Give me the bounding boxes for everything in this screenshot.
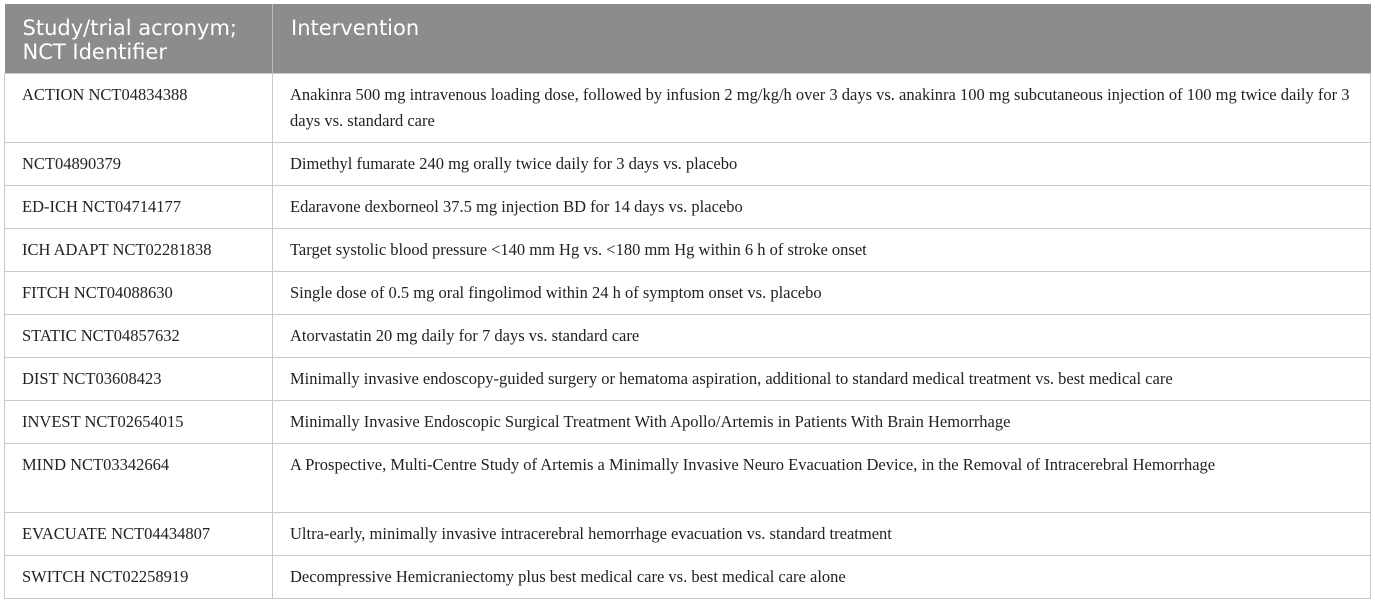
intervention-cell: Edaravone dexborneol 37.5 mg injection BD for 14 days vs. placebo [273, 186, 1371, 229]
study-cell: STATIC NCT04857632 [5, 315, 273, 358]
trials-table-container [4, 4, 1370, 599]
study-cell: ED-ICH NCT04714177 [5, 186, 273, 229]
study-cell: SWITCH NCT02258919 [5, 556, 273, 599]
intervention-cell: Decompressive Hemicraniectomy plus best medical care vs. best medical care alone [273, 556, 1371, 599]
intervention-cell: Anakinra 500 mg intravenous loading dose, followed by infusion 2 mg/kg/h over 3 days vs. anakinra 100 mg subcutaneous injection of 100 mg twice daily for 3 days vs. standard care [273, 74, 1371, 143]
column-header-intervention: Intervention [273, 4, 1371, 74]
intervention-cell: Dimethyl fumarate 240 mg orally twice daily for 3 days vs. placebo [273, 143, 1371, 186]
study-cell: ICH ADAPT NCT02281838 [5, 229, 273, 272]
study-cell: EVACUATE NCT04434807 [5, 513, 273, 556]
study-cell: MIND NCT03342664 [5, 444, 273, 513]
study-cell: DIST NCT03608423 [5, 358, 273, 401]
table-row [5, 315, 1371, 358]
table-row [5, 513, 1371, 556]
study-cell: NCT04890379 [5, 143, 273, 186]
intervention-cell: A Prospective, Multi-Centre Study of Artemis a Minimally Invasive Neuro Evacuation Device, in the Removal of Intracerebral Hemorrhage [273, 444, 1371, 513]
table-row [5, 444, 1371, 513]
table-row [5, 143, 1371, 186]
intervention-cell: Minimally Invasive Endoscopic Surgical Treatment With Apollo/Artemis in Patients With Brain Hemorrhage [273, 401, 1371, 444]
table-row [5, 272, 1371, 315]
table-row [5, 556, 1371, 599]
intervention-cell: Atorvastatin 20 mg daily for 7 days vs. standard care [273, 315, 1371, 358]
table-header-row [5, 4, 1371, 74]
table-row [5, 358, 1371, 401]
study-cell: ACTION NCT04834388 [5, 74, 273, 143]
table-row [5, 229, 1371, 272]
table-row [5, 401, 1371, 444]
study-cell: FITCH NCT04088630 [5, 272, 273, 315]
study-cell: INVEST NCT02654015 [5, 401, 273, 444]
intervention-cell: Target systolic blood pressure <140 mm Hg vs. <180 mm Hg within 6 h of stroke onset [273, 229, 1371, 272]
table-row [5, 74, 1371, 143]
intervention-cell: Minimally invasive endoscopy-guided surgery or hematoma aspiration, additional to standard medical treatment vs. best medical care [273, 358, 1371, 401]
trials-table [4, 4, 1371, 599]
column-header-study: Study/trial acronym; NCT Identifier [5, 4, 273, 74]
table-row [5, 186, 1371, 229]
intervention-cell: Ultra-early, minimally invasive intracerebral hemorrhage evacuation vs. standard treatment [273, 513, 1371, 556]
table-body [5, 74, 1371, 599]
intervention-cell: Single dose of 0.5 mg oral fingolimod within 24 h of symptom onset vs. placebo [273, 272, 1371, 315]
